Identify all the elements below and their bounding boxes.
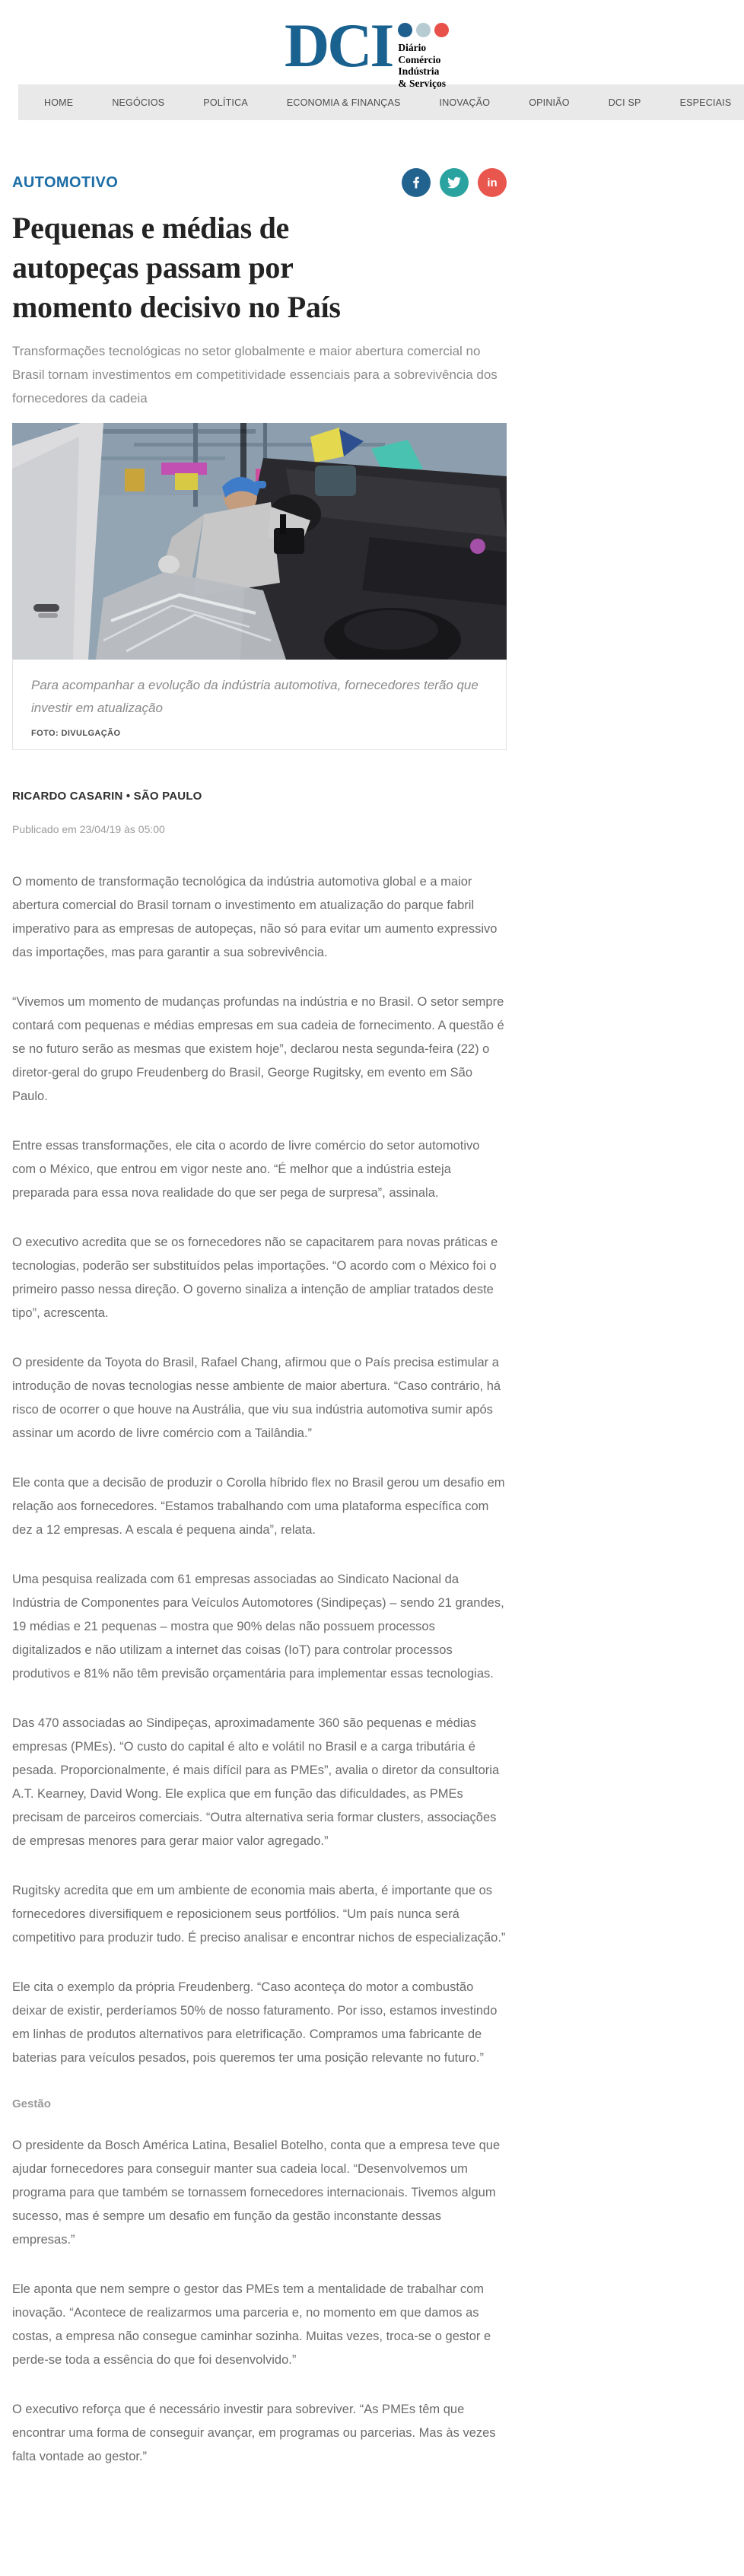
byline: RICARDO CASARIN • SÃO PAULO — [12, 790, 202, 803]
share-linkedin-button[interactable] — [478, 168, 507, 197]
published-date: Publicado em 23/04/19 às 05:00 — [12, 823, 165, 835]
category-label[interactable]: AUTOMOTIVO — [12, 173, 119, 191]
article-subtitle: Transformações tecnológicas no setor globalmente e maior abertura comercial no Brasil tornam investimentos em competitividade essenciais para a sobrevivência dos fornecedores da cadeia — [12, 344, 498, 405]
share-buttons — [402, 168, 507, 197]
tagline-line: Indústria — [398, 65, 440, 77]
article-paragraph: Ele conta que a decisão de produzir o Corolla híbrido flex no Brasil gerou um desafio em relação aos fornecedores. “Estamos trabalhando com uma plataforma específica com dez a 12 empresas. A escala é pequena ainda”, relata. — [12, 1476, 505, 1537]
dci-logo-dots — [398, 23, 449, 37]
article-paragraph: Rugitsky acredita que em um ambiente de economia mais aberta, é importante que os fornecedores diversifiquem e reposicionem seus portfólios. “Um país nunca será competitivo para produzir tudo. É preciso analisar e encontrar nichos de especialização.” — [12, 1884, 506, 1945]
nav-item[interactable]: DCI SP — [608, 97, 641, 108]
article-title: Pequenas e médias de autopeças passam por momento decisivo no País — [12, 211, 341, 324]
article-paragraph: O executivo reforça que é necessário investir para sobreviver. “As PMEs têm que encontrar uma forma de conseguir avançar, em programas ou parcerias. Mas às vezes falta vontade ao gestor.” — [12, 2403, 496, 2463]
linkedin-icon: in — [487, 176, 498, 189]
article-paragraph: Entre essas transformações, ele cita o acordo de livre comércio do setor automotivo com o México, que entrou em vigor neste ano. “É melhor que a indústria esteja preparada para essa nova realidade do que ser pega de surpresa”, assinala. — [12, 1139, 480, 1200]
article-paragraph: Ele cita o exemplo da própria Freudenberg. “Caso aconteça do motor a combustão deixar de existir, perderíamos 50% de nosso faturamento. Por isso, estamos investindo em linhas de produtos alternativos para eletrificação. Compramos uma fabricante de baterias para veículos pesados, pois queremos ter uma posição relevante no futuro.” — [12, 1980, 498, 2065]
article-paragraph: Das 470 associadas ao Sindipeças, aproximadamente 360 são pequenas e médias empresas (PMEs). “O custo do capital é alto e volátil no Brasil e a carga tributária é pesada. Proporcionalmente, é mais difícil para as PMEs”, avalia o diretor da consultoria A.T. Kearney, David Wong. Ele explica que em função das dificuldades, as PMEs precisam de parceiros comerciais. “Outra alternativa seria formar clusters, associações de empresas menores para gerar maior valor agregado.” — [12, 1716, 500, 1848]
article-paragraph: “Vivemos um momento de mudanças profundas na indústria e no Brasil. O setor sempre contará com pequenas e médias empresas em sua cadeia de fornecimento. A questão é se no futuro serão as mesmas que existem hoje”, declarou nesta segunda-feira (22) o diretor-geral do grupo Freudenberg do Brasil, George Rugitsky, em evento em São Paulo. — [12, 995, 504, 1103]
main-nav — [18, 84, 744, 120]
nav-item[interactable]: ECONOMIA & FINANÇAS — [286, 97, 401, 108]
logo-dot-red — [434, 23, 449, 37]
dci-logo[interactable] — [285, 11, 459, 89]
article-paragraph: O momento de transformação tecnológica da indústria automotiva global e a maior abertura comercial do Brasil tornam o investimento em atualização do parque fabril imperativo para as empresas de autopeças, não só para evitar um aumento expressivo das importações, mas para garantir a sua sobrevivência. — [12, 875, 498, 959]
article-figure — [12, 423, 507, 750]
tagline-line: & Serviços — [398, 77, 446, 89]
article-body — [12, 870, 507, 2525]
dci-logo-text: DCI — [285, 11, 393, 80]
image-credit: FOTO: DIVULGAÇÃO — [31, 729, 121, 738]
article-photo — [12, 423, 507, 660]
site-header — [0, 0, 744, 89]
article-paragraph: O presidente da Toyota do Brasil, Rafael Chang, afirmou que o País precisa estimular a introdução de novas tecnologias nesse ambiente de maior abertura. “Caso contrário, há risco de ocorrer o que houve na Austrália, que viu sua indústria automotiva sumir após assinar um acordo de livre comércio com a Tailândia.” — [12, 1356, 501, 1440]
article-paragraph: Uma pesquisa realizada com 61 empresas associadas ao Sindicato Nacional da Indústria de Componentes para Veículos Automotores (Sindipeças) – sendo 21 grandes, 19 médias e 21 pequenas – mostra que 90% delas não possuem processos digitalizados e não utilizam a internet das coisas (IoT) para controlar processos produtivos e 81% não têm previsão orçamentária para implementar essas tecnologias. — [12, 1573, 504, 1681]
article — [12, 168, 507, 2525]
nav-item[interactable]: OPINIÃO — [529, 97, 570, 108]
twitter-icon — [447, 176, 461, 189]
logo-dot-gray — [416, 23, 431, 37]
facebook-icon — [409, 176, 423, 189]
caption-box — [12, 660, 507, 750]
article-paragraph: O presidente da Bosch América Latina, Besaliel Botelho, conta que a empresa teve que ajudar fornecedores para conseguir manter sua cadeia local. “Desenvolvemos um programa para que também se tornassem fornecedores internacionais. Tivemos algum sucesso, mas é sempre um desafio em função da gestão inconstante dessas empresas.” — [12, 2139, 501, 2247]
logo-dot-blue — [398, 23, 412, 37]
image-caption: Para acompanhar a evolução da indústria automotiva, fornecedores terão que investir em atualização — [31, 678, 479, 715]
article-paragraph: Ele aponta que nem sempre o gestor das PMEs tem a mentalidade de trabalhar com inovação. “Acontece de realizarmos uma parceria e, no momento em que damos as costas, a empresa não consegue caminhar sozinha. Muitas vezes, troca-se o gestor e perde-se toda a essência do que foi desenvolvido.” — [12, 2282, 491, 2367]
category-row — [12, 168, 507, 197]
nav-item[interactable]: POLÍTICA — [203, 97, 248, 108]
nav-item[interactable]: HOME — [44, 97, 74, 108]
article-paragraph: O executivo acredita que se os fornecedores não se capacitarem para novas práticas e tecnologias, poderão ser substituídos pelas importações. “O acordo com o México foi o primeiro passo nessa direção. O governo sinaliza a intenção de ampliar tratados deste tipo”, acrescenta. — [12, 1236, 498, 1320]
dci-logo-tagline — [398, 42, 449, 89]
nav-item[interactable]: ESPECIAIS — [679, 97, 732, 108]
tagline-line: Diário — [398, 42, 427, 53]
share-facebook-button[interactable] — [402, 168, 431, 197]
share-twitter-button[interactable] — [440, 168, 469, 197]
nav-item[interactable]: INOVAÇÃO — [439, 97, 491, 108]
section-subheading: Gestão — [12, 2097, 51, 2110]
nav-item[interactable]: NEGÓCIOS — [112, 97, 165, 108]
tagline-line: Comércio — [398, 53, 441, 65]
dci-logo-side — [398, 17, 449, 89]
